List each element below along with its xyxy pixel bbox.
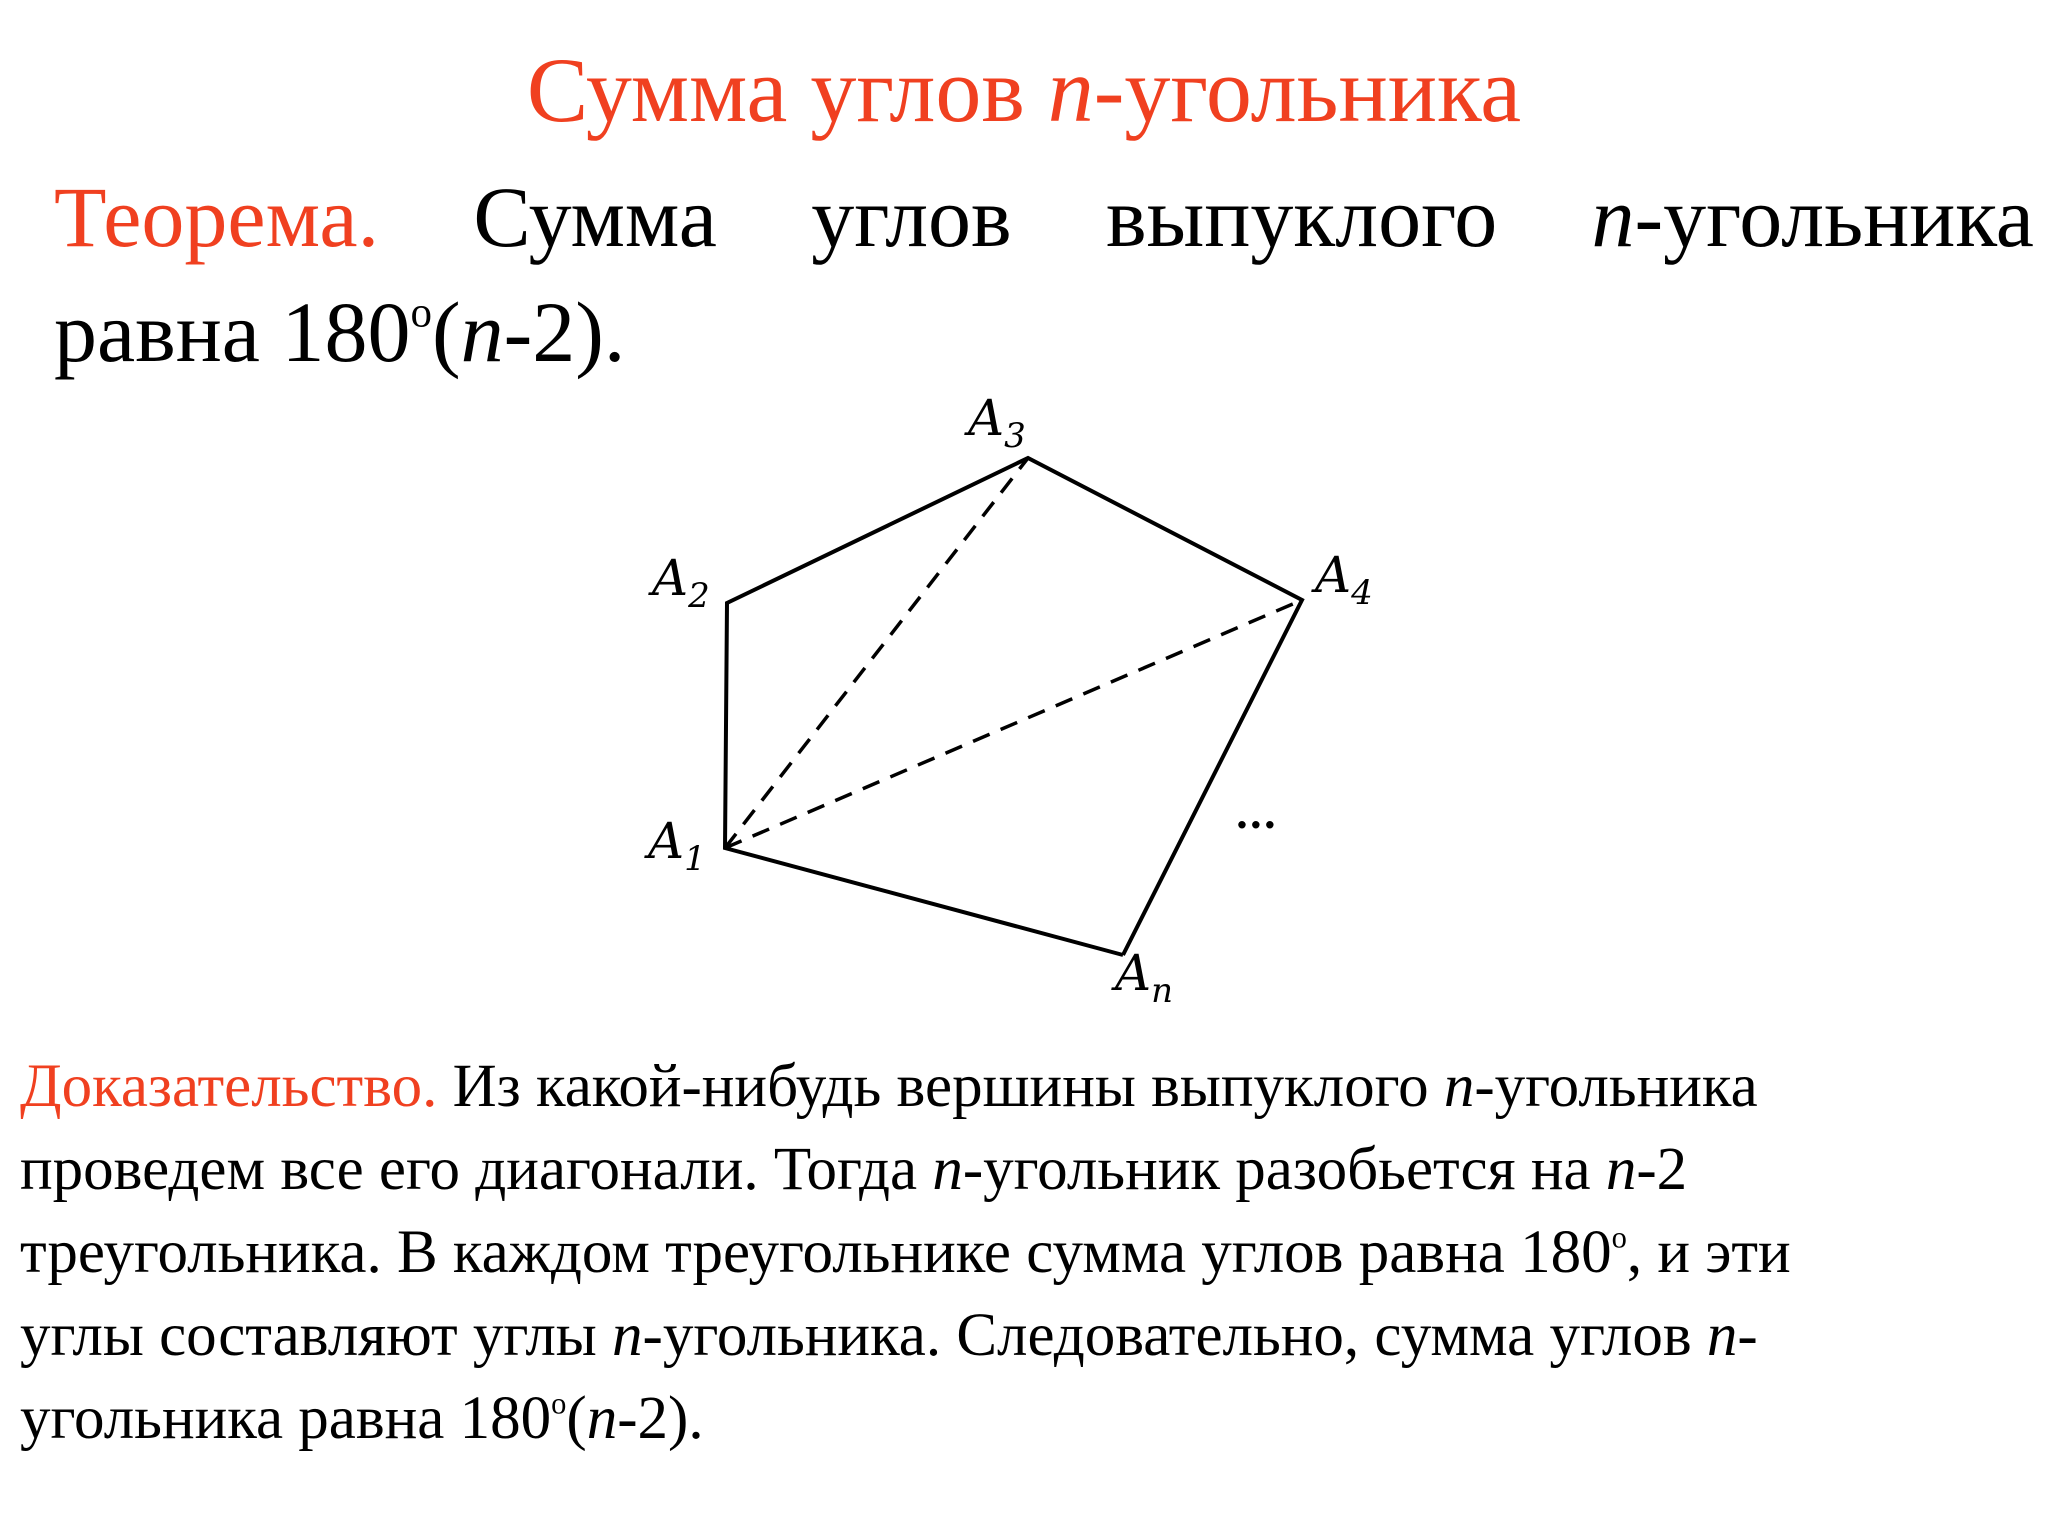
theorem-word-3: выпуклого [1105,169,1498,265]
theorem-line2-post: -2). [503,284,626,380]
polygon-sides [725,458,1302,955]
proof-line-1 [20,1045,2030,1128]
title-pre: Сумма углов [526,39,1048,141]
proof-l2-var1: n [932,1136,963,1203]
proof-l3-post: , и эти [1626,1219,1791,1286]
proof-l5-degree: о [551,1386,567,1421]
proof-text [20,1045,2030,1460]
polygon-figure [620,385,1440,1011]
theorem-line-2 [54,275,2034,390]
proof-label: Доказательство. [20,1053,438,1120]
degree-sign: о [410,289,432,337]
theorem-line2-var: n [460,284,504,380]
theorem-word-2: углов [811,169,1012,265]
proof-l5-var: n [586,1385,618,1452]
theorem-line2-pre: равна 180 [54,284,411,380]
vertex-label-an: $A_n$ [1115,944,1174,1011]
proof-line-4 [20,1294,2030,1377]
theorem-word-4-post: -угольника [1634,169,2034,265]
proof-l4-mid: -угольника. Следовательно, сумма углов [642,1302,1707,1369]
proof-l5-paren: ( [566,1385,587,1452]
proof-l4-var1: n [612,1302,643,1369]
proof-l1-text: Из какой-нибудь вершины выпуклого [437,1053,1444,1120]
proof-l2-post: -2 [1636,1136,1688,1203]
vertex-label-a3: $A_3$ [968,389,1026,456]
proof-line-3 [20,1211,2030,1294]
proof-line-5 [20,1377,2030,1460]
proof-line-2 [20,1128,2030,1211]
proof-l3-degree: о [1611,1220,1627,1255]
proof-l5-pre: угольника равна 180 [20,1385,552,1452]
title-post: -угольника [1093,39,1522,141]
theorem-line-1 [54,160,2034,275]
diagonal-a1-a4 [725,600,1302,848]
proof-l2-pre: проведем все его диагонали. Тогда [20,1136,933,1203]
proof-l4-var2: n [1706,1302,1738,1369]
vertex-label-a4: $A_4$ [1315,546,1373,613]
proof-l4-pre: углы составляют углы [20,1302,613,1369]
theorem-paren-open: ( [431,284,461,380]
ellipsis-label: ... [1235,791,1277,838]
polygon-diagram [620,385,1440,1011]
proof-l4-post: - [1737,1302,1758,1369]
theorem-label: Теорема. [54,169,380,265]
proof-l5-post: -2). [617,1385,704,1452]
theorem-statement [54,160,2034,390]
diagonal-a1-a3 [725,458,1028,848]
theorem-var-n: n [1591,169,1635,265]
proof-l3-pre: треугольника. В каждом треугольнике сумма углов равна 180 [20,1219,1612,1286]
title-var: n [1047,39,1094,141]
slide-title [0,40,2048,141]
vertex-label-a2: $A_2$ [652,549,710,616]
theorem-word-4 [1592,160,2034,275]
theorem-word-1: Сумма [473,169,717,265]
proof-l2-var2: n [1605,1136,1637,1203]
proof-l1-var: n [1443,1053,1475,1120]
proof-l1-post: -угольника [1474,1053,1758,1120]
vertex-label-a1: $A_1$ [648,812,706,879]
proof-l2-mid: -угольник разобьется на [962,1136,1606,1203]
